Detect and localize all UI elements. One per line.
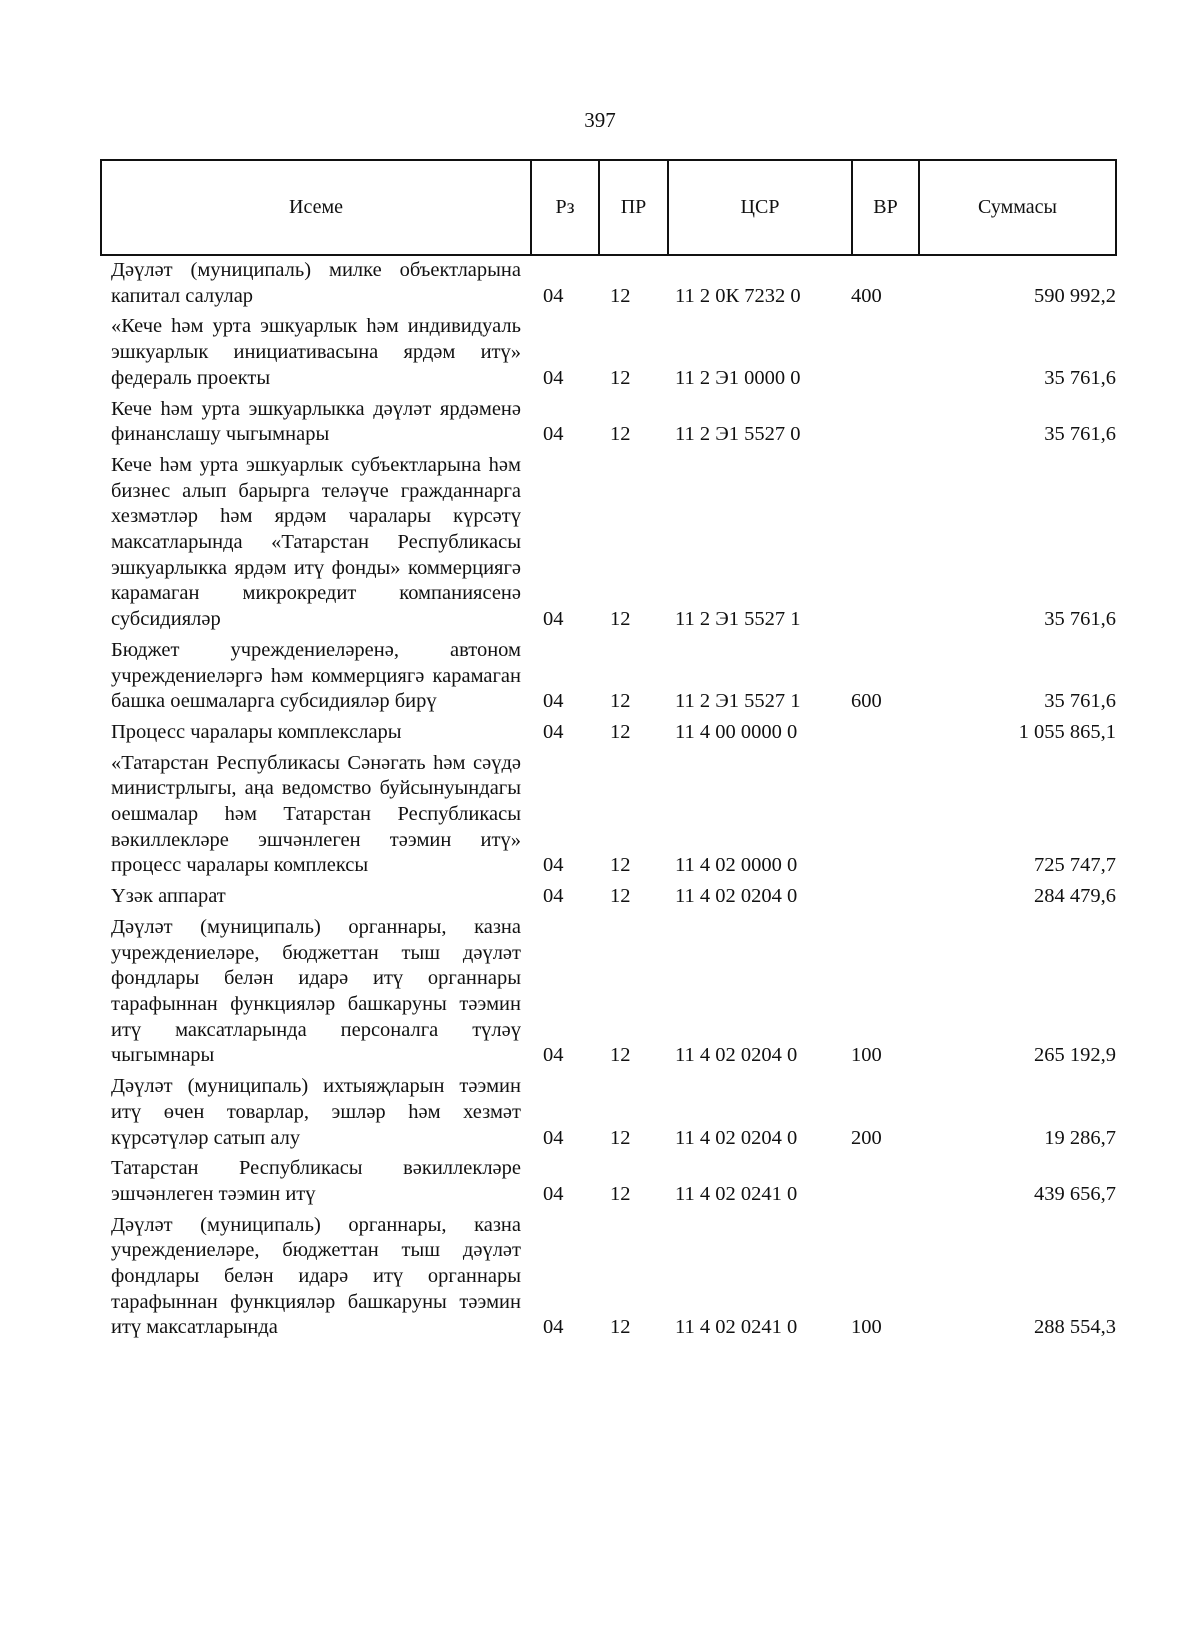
table-row [111,1213,1116,1342]
cell-pr: 12 [610,1126,631,1149]
cell-sum: 265 192,9 [1034,1044,1116,1067]
cell-pr: 12 [610,423,631,446]
cell-csr: 11 2 Э1 5527 0 [675,423,801,446]
cell-rz: 04 [543,854,564,877]
table-row [111,915,1116,1069]
cell-pr: 12 [610,1044,631,1067]
cell-pr: 12 [610,284,631,307]
cell-name: Бюджет учреждениеләренә, автоном учреждениеләргә һәм коммерциягә карамаган башка оешмаларга субсидияләр бирү [111,638,521,713]
cell-rz: 04 [543,608,564,631]
cell-csr: 11 4 02 0241 0 [675,1182,798,1205]
column-header-sum: Суммасы [978,196,1057,218]
cell-sum: 725 747,7 [1034,854,1116,877]
table-row [111,258,1116,309]
cell-pr: 12 [610,1182,631,1205]
page-number: 397 [584,108,616,132]
cell-csr: 11 4 02 0204 0 [675,1044,798,1067]
table-row [111,1156,1116,1207]
cell-csr: 11 4 02 0204 0 [675,885,798,908]
column-header-csr: ЦСР [669,161,853,254]
cell-pr: 12 [610,854,631,877]
column-header-name: Исеме [102,161,532,254]
cell-sum: 284 479,6 [1034,885,1116,908]
cell-name: Кече һәм урта эшкуарлыкка дәүләт ярдәменә финанслашу чыгымнары [111,397,521,446]
column-header-rz: Рз [532,161,600,254]
cell-vr: 100 [851,1316,882,1339]
cell-csr: 11 2 Э1 5527 1 [675,690,801,713]
cell-csr: 11 4 02 0000 0 [675,854,798,877]
cell-rz: 04 [543,423,564,446]
table-body [111,258,1116,1346]
cell-name: «Татарстан Республикасы Сәнәгать һәм сәүдә министрлыгы, аңа ведомство буйсынуындагы оешмалар һәм Татарстан Республикасы вәкиллекләре эшчәнлеген тәэмин итү» процесс чаралары комплексы [111,751,521,877]
table-row [111,453,1116,633]
cell-sum: 35 761,6 [1044,423,1116,446]
cell-name: «Кече һәм урта эшкуарлык һәм индивидуаль эшкуарлык инициативасына ярдәм итү» федераль проекты [111,315,521,389]
cell-rz: 04 [543,720,564,743]
cell-pr: 12 [610,366,631,389]
table-row [111,720,1116,746]
cell-pr: 12 [610,1316,631,1339]
cell-sum: 590 992,2 [1034,284,1116,307]
table-row [111,638,1116,715]
cell-csr: 11 4 02 0204 0 [675,1126,798,1149]
cell-name: Процесс чаралары комплекслары [111,720,402,743]
cell-name: Татарстан Республикасы вәкиллекләре эшчәнлеген тәэмин итү [111,1157,521,1205]
cell-sum: 288 554,3 [1034,1316,1116,1339]
cell-pr: 12 [610,885,631,908]
cell-name: Дәүләт (муниципаль) органнары, казна учреждениеләре, бюджеттан тыш дәүләт фондлары белән идарә итү органнары тарафыннан функцияләр башкаруны тәэмин итү максатларында [111,1213,521,1339]
cell-name: Үзәк аппарат [111,885,226,908]
cell-rz: 04 [543,690,564,713]
cell-name: Дәүләт (муниципаль) органнары, казна учреждениеләре, бюджеттан тыш дәүләт фондлары белән идарә итү органнары тарафыннан функцияләр башкаруны тәэмин итү максатларында персоналга түләү чыгымнары [111,915,521,1067]
cell-rz: 04 [543,1182,564,1205]
cell-sum: 35 761,6 [1044,366,1116,389]
cell-sum: 1 055 865,1 [1018,720,1116,743]
cell-csr: 11 2 0К 7232 0 [675,284,801,307]
cell-csr: 11 2 Э1 5527 1 [675,608,801,631]
cell-csr: 11 4 00 0000 0 [675,720,798,743]
cell-name: Дәүләт (муниципаль) милке объектларына капитал салулар [111,259,521,307]
table-row [111,751,1116,880]
cell-vr: 600 [851,690,882,713]
cell-csr: 11 4 02 0241 0 [675,1316,798,1339]
table-row [111,397,1116,448]
cell-sum: 439 656,7 [1034,1182,1116,1205]
column-header-pr: ПР [600,161,669,254]
cell-csr: 11 2 Э1 0000 0 [675,366,801,389]
cell-name: Кече һәм урта эшкуарлык субъектларына һәм бизнес алып барырга теләүче гражданнарга хезмәтләр һәм ярдәм чаралары күрсәтү максатларында «Татарстан Республикасы эшкуарлыкка ярдәм итү фонды» коммерциягә карамаган микрокредит компаниясенә субсидияләр [111,453,521,631]
column-header-vr: ВР [853,161,920,254]
table-row [111,1074,1116,1151]
cell-sum: 35 761,6 [1044,608,1116,631]
cell-rz: 04 [543,885,564,908]
cell-pr: 12 [610,690,631,713]
cell-pr: 12 [610,608,631,631]
cell-vr: 200 [851,1126,882,1149]
table-row [111,314,1116,391]
cell-rz: 04 [543,284,564,307]
cell-sum: 35 761,6 [1044,690,1116,713]
cell-vr: 400 [851,284,882,307]
cell-rz: 04 [543,1316,564,1339]
cell-vr: 100 [851,1044,882,1067]
cell-rz: 04 [543,1044,564,1067]
cell-pr: 12 [610,720,631,743]
cell-sum: 19 286,7 [1044,1126,1116,1149]
cell-name: Дәүләт (муниципаль) ихтыяҗларын тәэмин итү өчен товарлар, эшләр һәм хезмәт күрсәтүләр сатып алу [111,1075,521,1149]
table-header [100,159,1117,256]
table-row [111,884,1116,910]
cell-rz: 04 [543,366,564,389]
cell-rz: 04 [543,1126,564,1149]
